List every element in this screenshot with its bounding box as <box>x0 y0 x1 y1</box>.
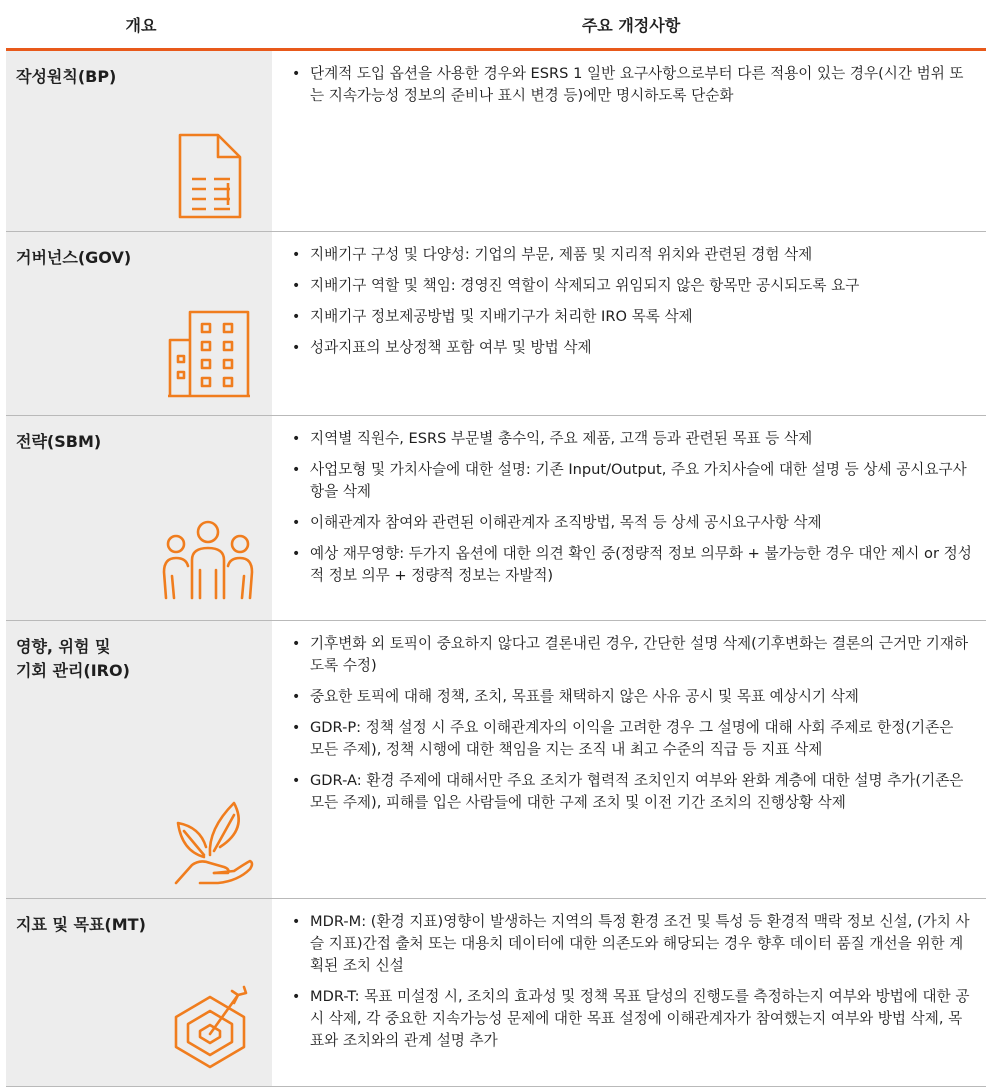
list-item: • 이해관계자 참여와 관련된 이해관계자 조직방법, 목적 등 상세 공시요구사항 삭제 <box>290 512 972 534</box>
row-details <box>272 621 986 898</box>
list-item: • 예상 재무영향: 두가지 옵션에 대한 의견 확인 중(정량적 정보 의무화 + 불가능한 경우 대안 제시 or 정성적 정보 의무 + 정량적 정보는 자발적) <box>290 543 972 587</box>
list-item: • 중요한 토픽에 대해 정책, 조치, 목표를 채택하지 않은 사유 공시 및 목표 예상시기 삭제 <box>290 686 972 708</box>
row-details <box>272 232 986 415</box>
table-row-gov <box>6 232 986 416</box>
list-item: • 기후변화 외 토픽이 중요하지 않다고 결론내린 경우, 간단한 설명 삭제(기후변화는 결론의 근거만 기재하도록 수정) <box>290 633 972 677</box>
table-header <box>6 0 986 51</box>
list-item: • 단계적 도입 옵션을 사용한 경우와 ESRS 1 일반 요구사항으로부터 다른 적용이 있는 경우(시간 범위 또는 지속가능성 정보의 준비나 표시 변경 등)에만 명시하도록 단순화 <box>290 63 972 107</box>
row-details <box>272 51 986 231</box>
target-icon <box>172 985 254 1073</box>
row-category <box>6 899 272 1086</box>
list-item: • 지배기구 정보제공방법 및 지배기구가 처리한 IRO 목록 삭제 <box>290 306 972 328</box>
row-category <box>6 232 272 415</box>
category-title: 영향, 위험 및 기회 관리(IRO) <box>16 637 130 680</box>
list-item: • 지역별 직원수, ESRS 부문별 총수익, 주요 제품, 고객 등과 관련된 목표 등 삭제 <box>290 428 972 450</box>
header-overview: 개요 <box>125 15 157 35</box>
list-item: • GDR-P: 정책 설정 시 주요 이해관계자의 이익을 고려한 경우 그 설명에 대해 사회 주제로 한정(기존은 모든 주제), 정책 시행에 대한 책임을 지는 조직 내 최고 수준의 직급 등 지표 삭제 <box>290 717 972 761</box>
list-item: • 성과지표의 보상정책 포함 여부 및 방법 삭제 <box>290 337 972 359</box>
plant-hand-icon <box>174 799 254 887</box>
row-details <box>272 416 986 620</box>
list-item: • 지배기구 역할 및 책임: 경영진 역할이 삭제되고 위임되지 않은 항목만 공시되도록 요구 <box>290 275 972 297</box>
category-title: 작성원칙(BP) <box>16 67 117 86</box>
row-category <box>6 621 272 898</box>
category-title: 거버넌스(GOV) <box>16 248 132 267</box>
table-row-iro <box>6 621 986 899</box>
list-item: • MDR-T: 목표 미설정 시, 조치의 효과성 및 정책 목표 달성의 진행도를 측정하는지 여부와 방법에 대한 공시 삭제, 각 중요한 지속가능성 문제에 대한 목표 설정에 이해관계자가 참여했는지 여부와 방법 삭제, 목표와 조치와의 관계 설명 추가 <box>290 986 972 1052</box>
row-category <box>6 416 272 620</box>
table-row-bp <box>6 51 986 232</box>
list-item: • 사업모형 및 가치사슬에 대한 설명: 기존 Input/Output, 주요 가치사슬에 대한 설명 등 상세 공시요구사항을 삭제 <box>290 459 972 503</box>
list-item: • MDR-M: (환경 지표)영향이 발생하는 지역의 특정 환경 조건 및 특성 등 환경적 맥락 정보 신설, (가치 사슬 지표)간접 출처 또는 대용치 데이터에 대한 의존도와 해당되는 경우 향후 데이터 품질 개선을 위한 계획된 조치 신설 <box>290 911 972 977</box>
people-group-icon <box>162 520 254 604</box>
row-category <box>6 51 272 231</box>
list-item: • 지배기구 구성 및 다양성: 기업의 부문, 제품 및 지리적 위치와 관련된 경험 삭제 <box>290 244 972 266</box>
header-revisions: 주요 개정사항 <box>581 15 681 35</box>
building-icon <box>168 310 250 402</box>
row-details <box>272 899 986 1086</box>
list-item: • GDR-A: 환경 주제에 대해서만 주요 조치가 협력적 조치인지 여부와 완화 계층에 대한 설명 추가(기존은 모든 주제), 피해를 입은 사람들에 대한 구제 조치 및 이전 기간 조치의 진행상황 삭제 <box>290 770 972 814</box>
category-title: 지표 및 목표(MT) <box>16 915 146 934</box>
document-icon <box>178 133 242 223</box>
category-title: 전략(SBM) <box>16 432 102 451</box>
table-row-mt <box>6 899 986 1087</box>
revision-table <box>6 0 986 1087</box>
table-row-sbm <box>6 416 986 621</box>
